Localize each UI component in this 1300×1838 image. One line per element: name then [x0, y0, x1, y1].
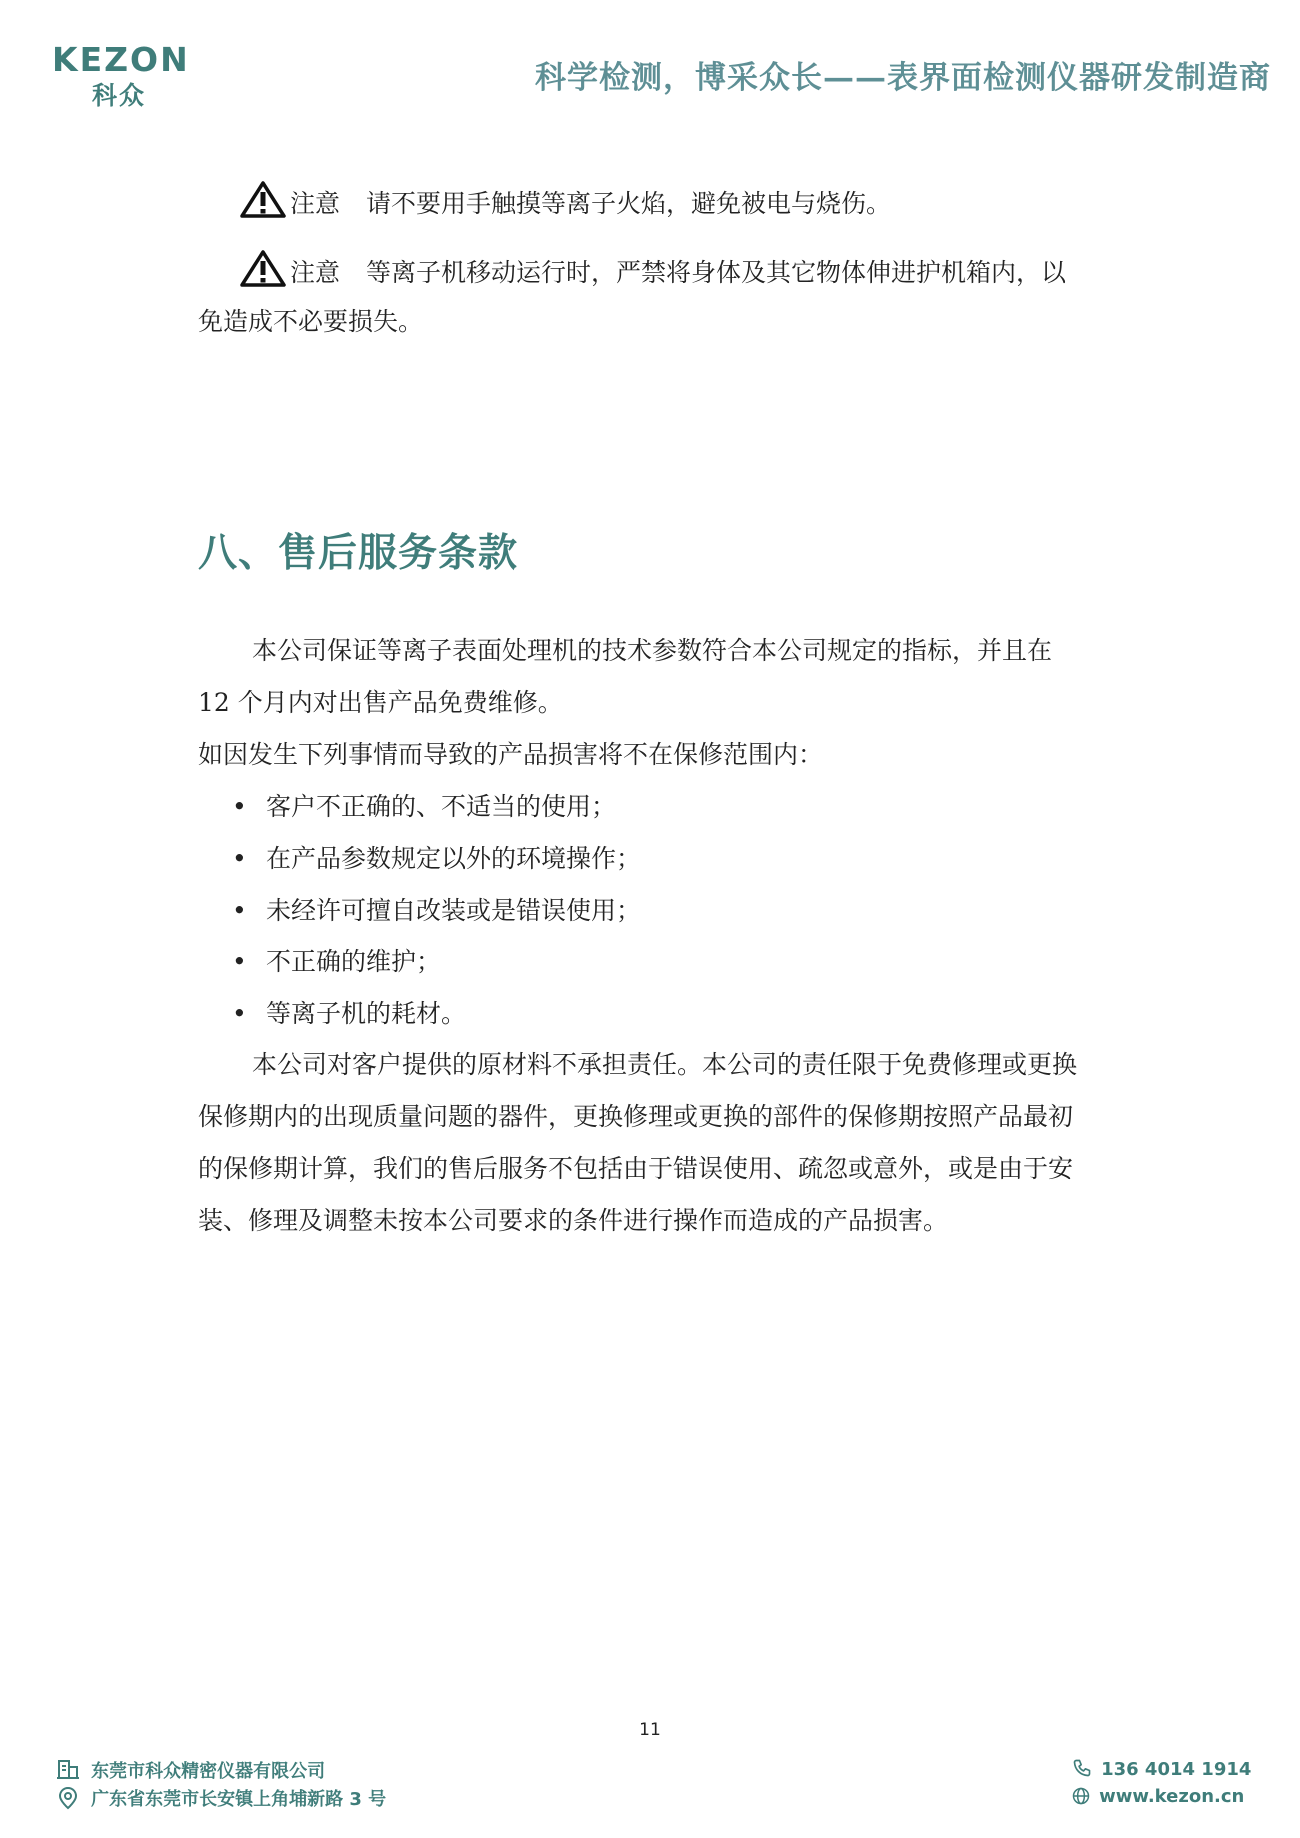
footer-company-row — [56, 1757, 325, 1783]
section-title: 八、售后服务条款 — [198, 531, 519, 576]
paragraph-2: 如因发生下列事情而导致的产品损害将不在保修范围内： — [198, 740, 824, 769]
warning-triangle-icon — [240, 180, 286, 218]
notice-2 — [240, 249, 1066, 290]
globe-icon — [1072, 1787, 1090, 1805]
page-number: 11 — [639, 1720, 661, 1740]
footer-phone: 136 4014 1914 — [1101, 1759, 1252, 1780]
notice-text: 请不要用手触摸等离子火焰，避免被电与烧伤。 — [366, 189, 892, 218]
paragraph-1-line-2: 12 个月内对出售产品免费维修。 — [198, 688, 563, 717]
list-item: • 未经许可擅自改装或是错误使用； — [232, 896, 642, 925]
paragraph-1-line-1: 本公司保证等离子表面处理机的技术参数符合本公司规定的指标，并且在 — [252, 636, 1053, 665]
footer-address: 广东省东莞市长安镇上角埔新路 3 号 — [91, 1789, 387, 1810]
paragraph-3-line-3: 的保修期计算，我们的售后服务不包括由于错误使用、疏忽或意外，或是由于安 — [198, 1154, 1074, 1183]
footer-website-row — [1072, 1786, 1244, 1807]
notice-1 — [240, 180, 891, 221]
phone-icon — [1072, 1758, 1092, 1778]
notice-2-continuation: 免造成不必要损失。 — [198, 307, 424, 336]
list-item: • 在产品参数规定以外的环境操作； — [232, 844, 642, 873]
footer-address-row — [56, 1785, 386, 1811]
logo-chinese: 科众 — [92, 81, 147, 110]
footer-phone-row — [1072, 1758, 1251, 1780]
logo-text: KEZON — [52, 40, 190, 79]
list-item: • 等离子机的耗材。 — [232, 999, 467, 1028]
warning-triangle-icon — [240, 249, 286, 287]
paragraph-3-line-2: 保修期内的出现质量问题的器件，更换修理或更换的部件的保修期按照产品最初 — [198, 1102, 1074, 1131]
header-slogan: 科学检测，博采众长——表界面检测仪器研发制造商 — [535, 60, 1271, 96]
paragraph-3-line-1: 本公司对客户提供的原材料不承担责任。本公司的责任限于免费修理或更换 — [252, 1050, 1078, 1079]
notice-text: 等离子机移动运行时，严禁将身体及其它物体伸进护机箱内，以 — [366, 258, 1067, 287]
footer-company: 东莞市科众精密仪器有限公司 — [91, 1761, 326, 1782]
location-pin-icon — [56, 1786, 80, 1810]
notice-label: 注意 — [290, 258, 341, 287]
footer-website[interactable]: www.kezon.cn — [1099, 1786, 1245, 1807]
paragraph-3-line-4: 装、修理及调整未按本公司要求的条件进行操作而造成的产品损害。 — [198, 1206, 949, 1235]
notice-label: 注意 — [290, 189, 341, 218]
list-item: • 不正确的维护； — [232, 947, 442, 976]
list-item: • 客户不正确的、不适当的使用； — [232, 792, 617, 821]
building-icon — [56, 1757, 80, 1781]
